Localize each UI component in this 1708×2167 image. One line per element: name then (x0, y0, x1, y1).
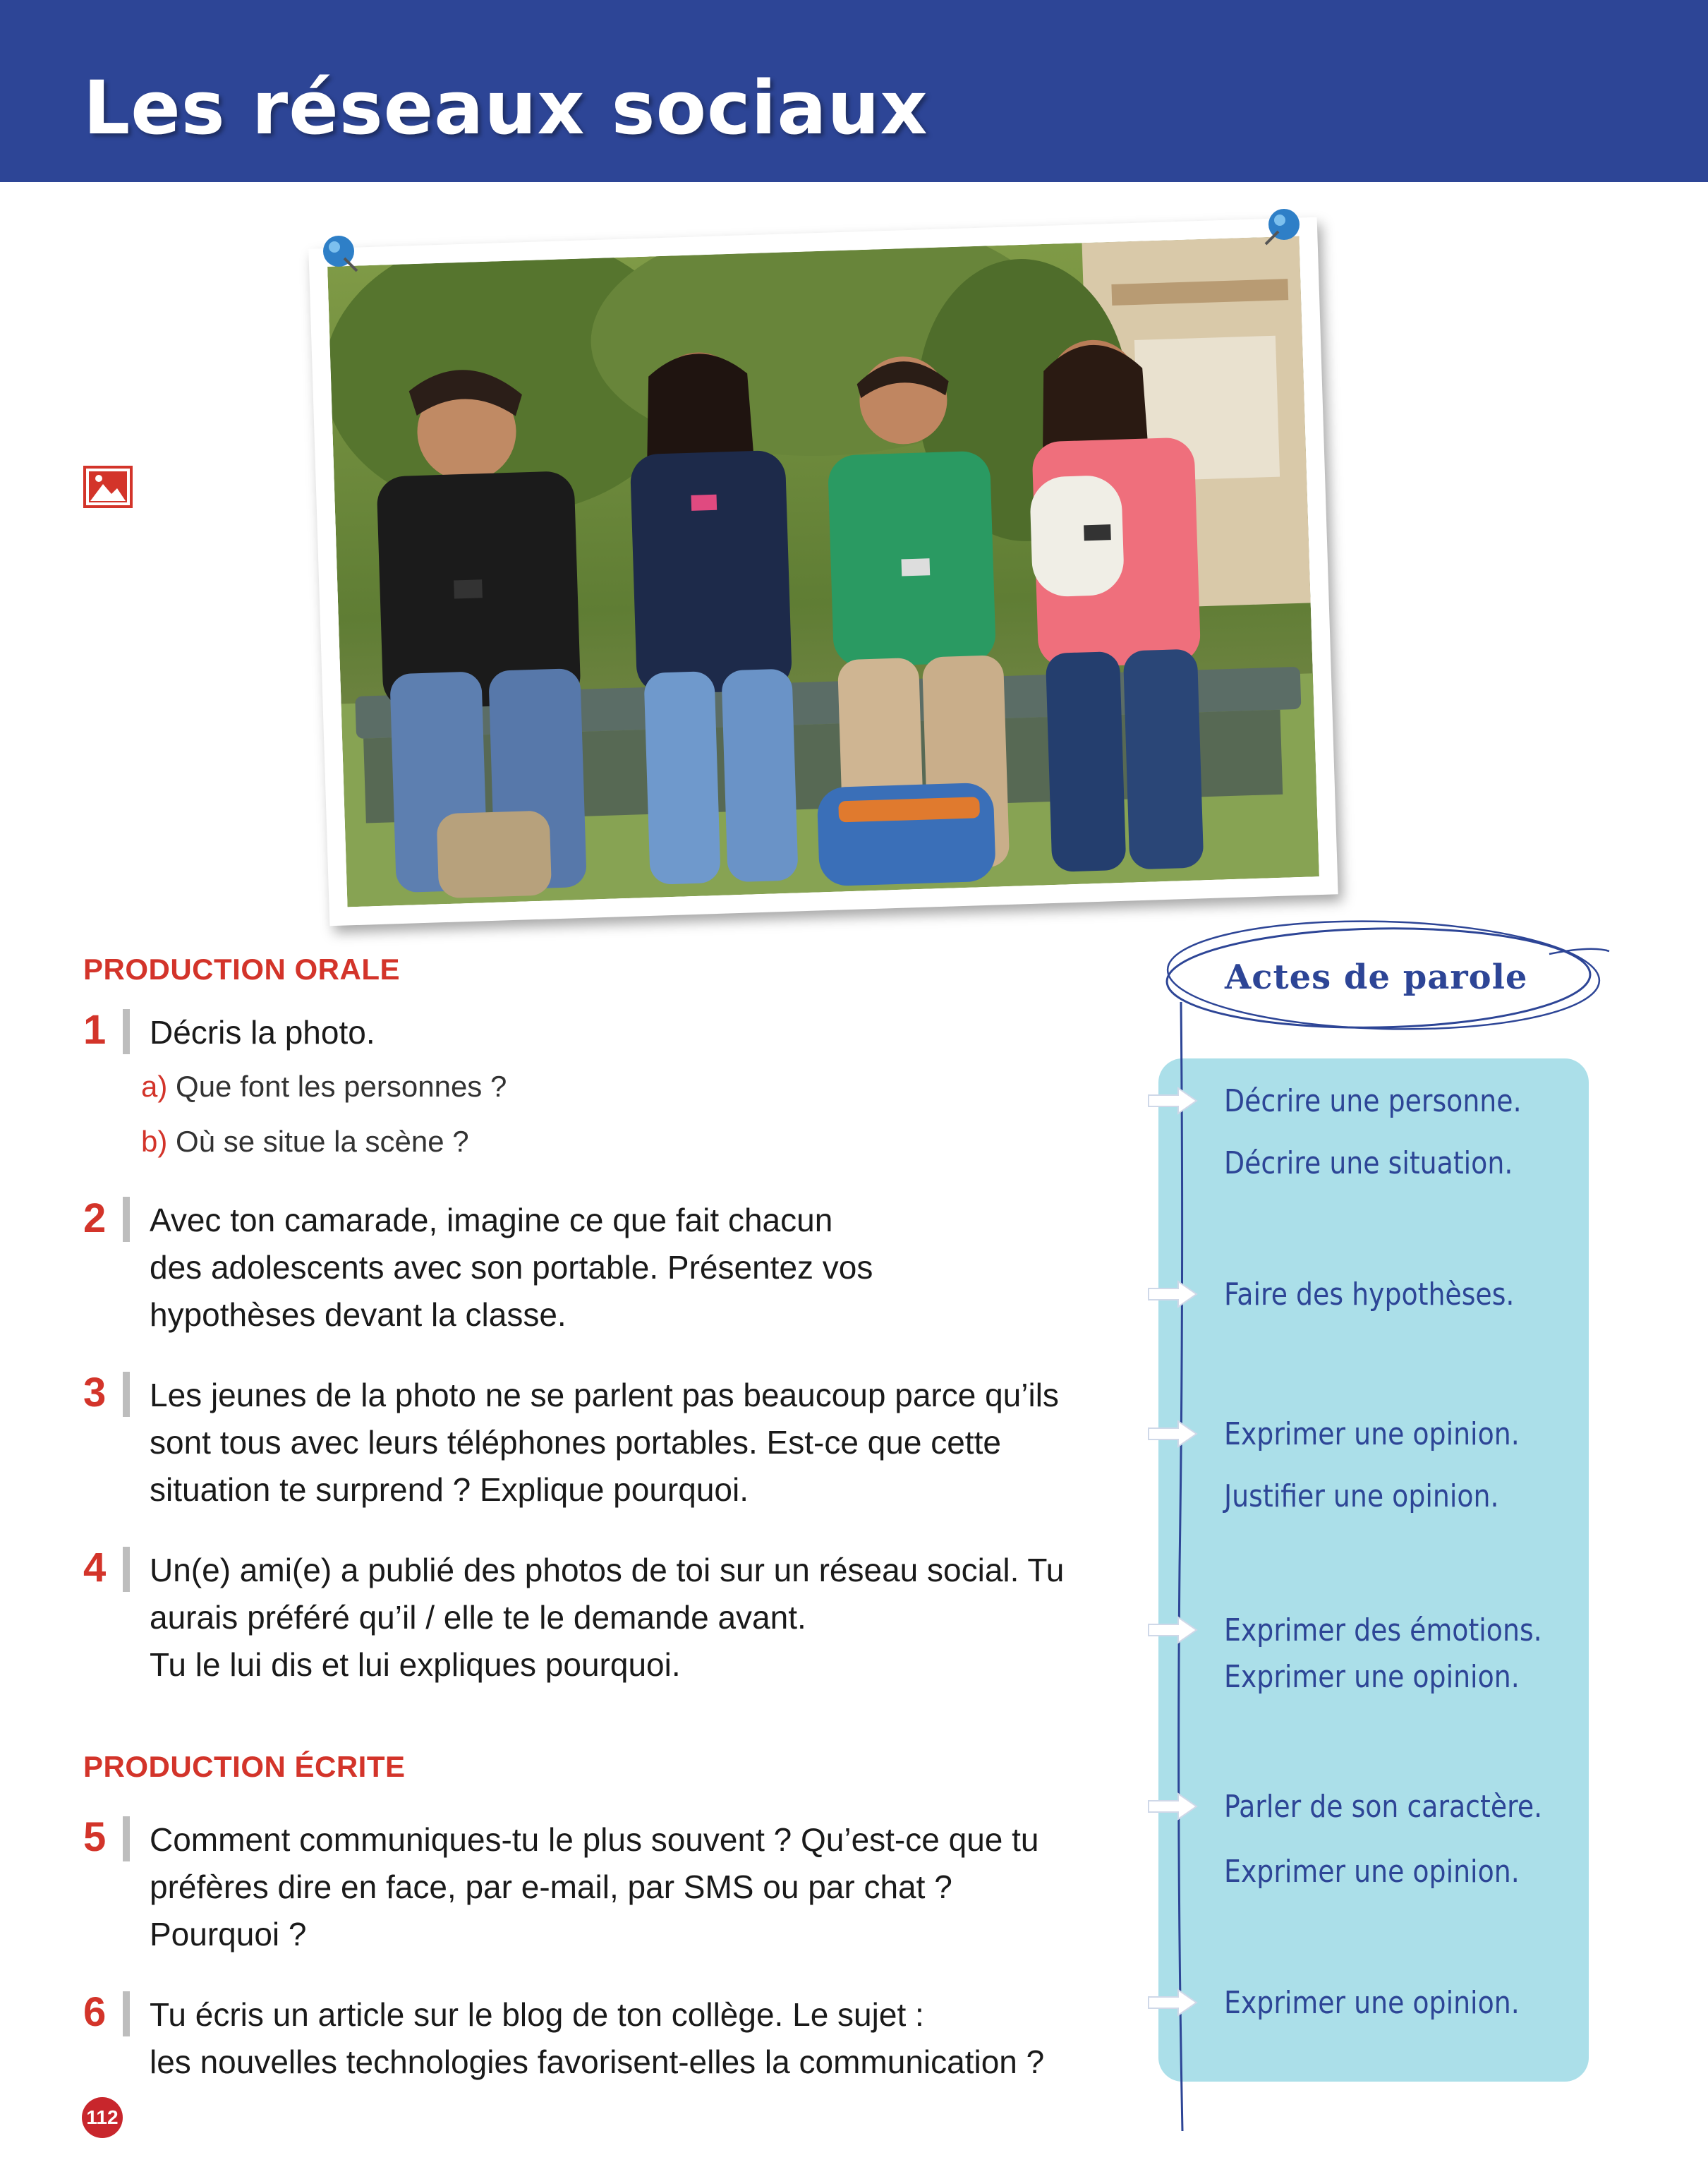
question-line: les nouvelles technologies favorisent-elles la communication ? (150, 2044, 1045, 2080)
question-number: 5 (83, 1814, 107, 1860)
speech-act: Exprimer une opinion. (1224, 1416, 1520, 1452)
question-text (150, 1197, 1151, 1339)
subquestion-letter: a) (141, 1070, 168, 1103)
speech-act: Exprimer une opinion. (1224, 1985, 1520, 2021)
photo-frame (308, 217, 1338, 926)
speech-act: Exprimer une opinion. (1224, 1659, 1520, 1695)
question-number: 1 (83, 1007, 107, 1053)
teens-photo-illustration (327, 236, 1319, 907)
subquestion-letter: b) (141, 1125, 168, 1158)
panel-spine (1171, 1002, 1192, 2131)
question-text (150, 1009, 1151, 1056)
question-line: Pourquoi ? (150, 1916, 307, 1952)
panel-title: Actes de parole (1225, 958, 1528, 997)
question-line: préfères dire en face, par e-mail, par SMS ou par chat ? (150, 1869, 952, 1905)
question-bar (123, 1816, 130, 1861)
speech-act: Exprimer une opinion. (1224, 1854, 1520, 1890)
question-line: situation te surprend ? Explique pourquoi. (150, 1471, 749, 1508)
question-line: Tu écris un article sur le blog de ton collège. Le sujet : (150, 1996, 924, 2033)
question-line: Comment communiques-tu le plus souvent ? Qu’est-ce que tu (150, 1821, 1039, 1858)
speech-act: Parler de son caractère. (1224, 1789, 1543, 1825)
question-line: aurais préféré qu’il / elle te le demande avant. (150, 1599, 806, 1636)
arrow-icon (1147, 1279, 1199, 1310)
question-text (150, 1547, 1151, 1689)
subquestion (141, 1124, 469, 1159)
arrow-icon (1147, 1987, 1199, 2018)
speech-act: Faire des hypothèses. (1224, 1276, 1515, 1312)
speech-act: Décrire une personne. (1224, 1083, 1522, 1119)
question-number: 2 (83, 1195, 107, 1241)
subquestion-text: Où se situe la scène ? (176, 1125, 469, 1158)
question-text (150, 1991, 1151, 2086)
question-line: Décris la photo. (150, 1014, 375, 1051)
page-number: 112 (82, 2097, 123, 2138)
question-number: 3 (83, 1370, 107, 1416)
speech-act: Exprimer des émotions. (1224, 1612, 1542, 1648)
section-title-oral: PRODUCTION ORALE (83, 953, 400, 986)
question-line: sont tous avec leurs téléphones portables. Est-ce que cette (150, 1424, 1001, 1461)
question-line: hypothèses devant la classe. (150, 1296, 567, 1333)
speech-act: Justifier une opinion. (1224, 1478, 1499, 1514)
page-title: Les réseaux sociaux (83, 65, 928, 151)
pin-icon (1256, 206, 1305, 255)
pin-icon (319, 233, 368, 282)
image-icon[interactable] (83, 466, 133, 508)
arrow-icon (1147, 1418, 1199, 1449)
question-line: Tu le lui dis et lui expliques pourquoi. (150, 1646, 681, 1683)
teens-photo (327, 236, 1319, 907)
subquestion (141, 1069, 507, 1104)
question-text (150, 1372, 1151, 1514)
arrow-icon (1147, 1614, 1199, 1646)
speech-act: Décrire une situation. (1224, 1145, 1513, 1181)
section-title-written: PRODUCTION ÉCRITE (83, 1750, 406, 1783)
question-line: Un(e) ami(e) a publié des photos de toi sur un réseau social. Tu (150, 1552, 1065, 1588)
question-bar (123, 1547, 130, 1592)
question-bar (123, 1991, 130, 2036)
subquestion-text: Que font les personnes ? (176, 1070, 507, 1103)
question-line: des adolescents avec son portable. Présentez vos (150, 1249, 873, 1286)
question-bar (123, 1372, 130, 1417)
question-number: 4 (83, 1545, 107, 1590)
arrow-icon (1147, 1085, 1199, 1116)
speech-acts-panel (1158, 1058, 1589, 2082)
question-line: Avec ton camarade, imagine ce que fait chacun (150, 1202, 833, 1238)
question-number: 6 (83, 1989, 107, 2035)
header-bar (0, 0, 1708, 182)
question-text (150, 1816, 1151, 1958)
arrow-icon (1147, 1791, 1199, 1822)
question-bar (123, 1009, 130, 1054)
question-bar (123, 1197, 130, 1242)
question-line: Les jeunes de la photo ne se parlent pas beaucoup parce qu’ils (150, 1377, 1059, 1413)
